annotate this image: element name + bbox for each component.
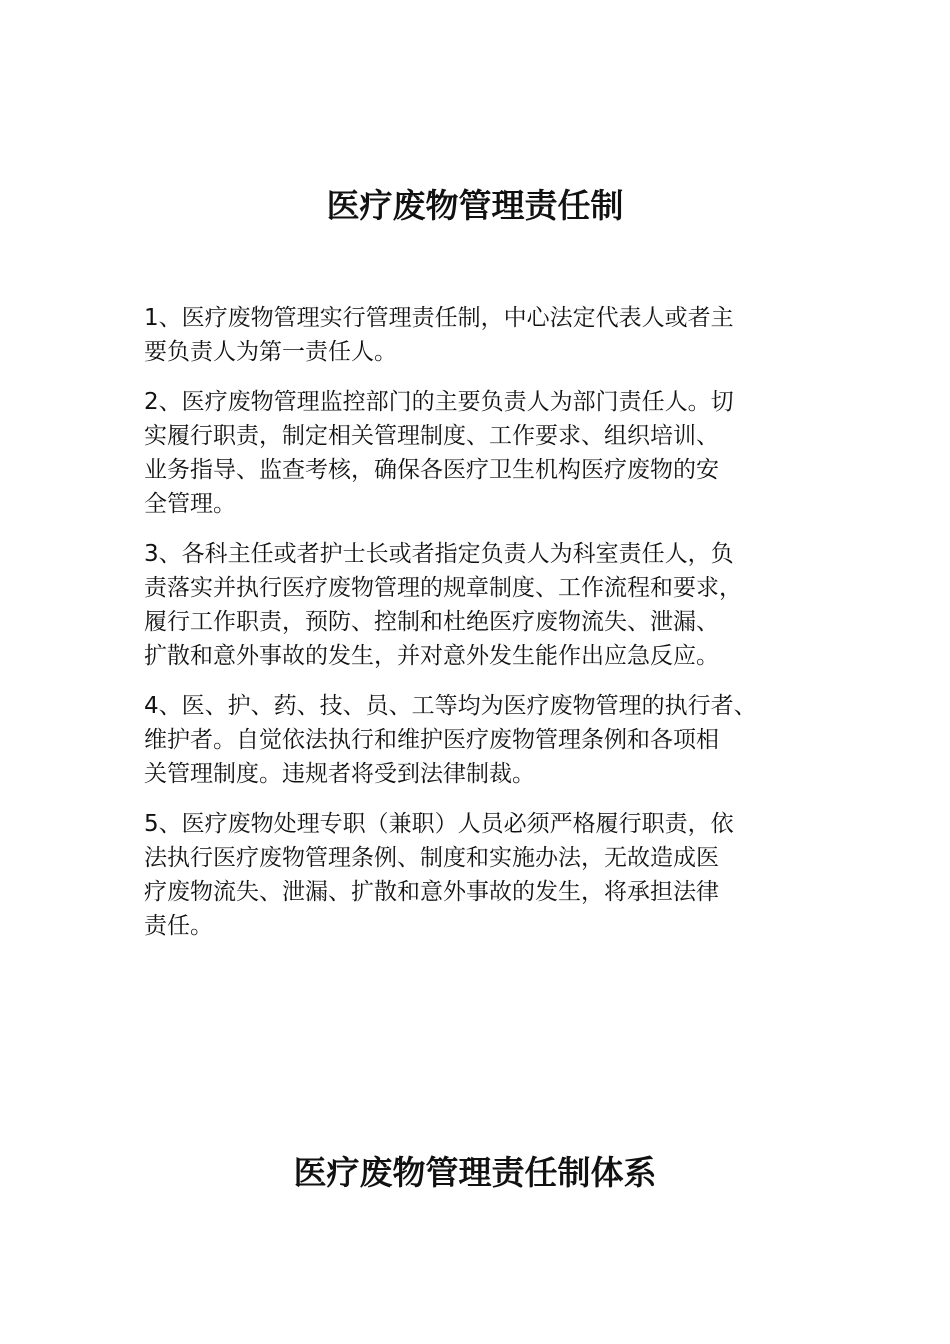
clause-list [144,301,812,959]
clause-4 [144,689,812,791]
clause-line: 2、医疗废物管理监控部门的主要负责人为部门责任人。切 [144,389,734,415]
clause-1 [144,301,812,369]
clause-line: 责任。 [144,913,213,939]
clause-line: 全管理。 [144,491,236,517]
clause-line: 4、医、护、药、技、员、工等均为医疗废物管理的执行者、 [144,693,757,719]
clause-line: 疗废物流失、泄漏、扩散和意外事故的发生，将承担法律 [144,879,719,905]
clause-line: 扩散和意外事故的发生，并对意外发生能作出应急反应。 [144,643,719,669]
clause-line: 3、各科主任或者护士长或者指定负责人为科室责任人，负 [144,541,734,567]
clause-2 [144,385,812,521]
clause-line: 履行工作职责，预防、控制和杜绝医疗废物流失、泄漏、 [144,609,719,635]
document-title: 医疗废物管理责任制 [326,186,624,225]
clause-line: 法执行医疗废物管理条例、制度和实施办法，无故造成医 [144,845,719,871]
clause-3 [144,537,812,673]
clause-line: 业务指导、监查考核，确保各医疗卫生机构医疗废物的安 [144,457,719,483]
clause-line: 实履行职责，制定相关管理制度、工作要求、组织培训、 [144,423,719,449]
clause-5 [144,807,812,943]
clause-line: 5、医疗废物处理专职（兼职）人员必须严格履行职责，依 [144,811,734,837]
clause-line: 要负责人为第一责任人。 [144,339,397,365]
clause-line: 维护者。自觉依法执行和维护医疗废物管理条例和各项相 [144,727,719,753]
clause-line: 1、医疗废物管理实行管理责任制，中心法定代表人或者主 [144,305,734,331]
next-section-title: 医疗废物管理责任制体系 [293,1153,657,1192]
clause-line: 关管理制度。违规者将受到法律制裁。 [144,761,535,787]
clause-line: 责落实并执行医疗废物管理的规章制度、工作流程和要求， [144,575,742,601]
